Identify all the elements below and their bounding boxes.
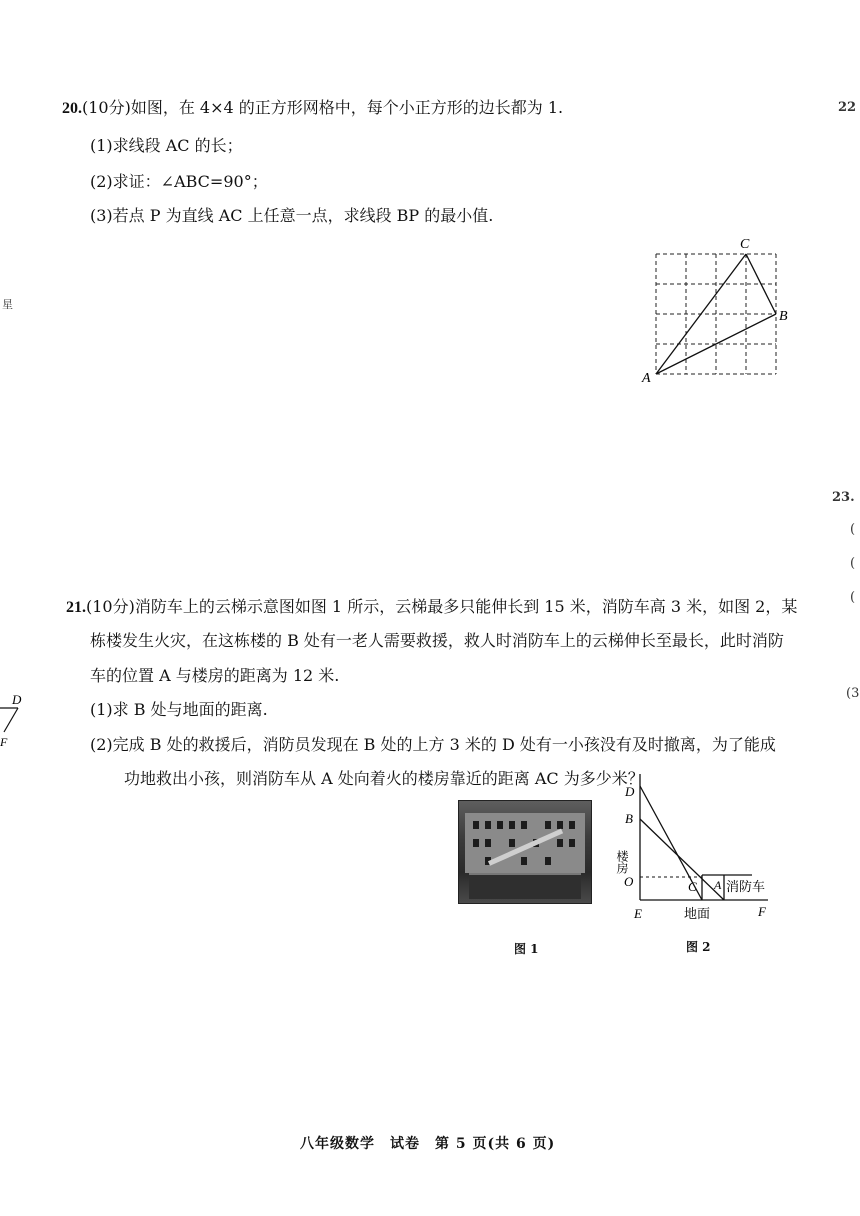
edge-top-right-number: 22 (838, 100, 857, 115)
ground-label: 地面 (684, 907, 711, 922)
q21-part1: (1)求 B 处与地面的距离. (90, 700, 268, 719)
q21-stem-line1 (66, 597, 797, 618)
edge-left-f-label: F (0, 735, 8, 749)
q21-fig2-diagram (615, 770, 780, 930)
point-d-label: D (625, 784, 635, 799)
point-a-label: A (714, 878, 722, 892)
fig2-caption: 图 2 (686, 940, 711, 954)
q21-stem-line2: 栋楼发生火灾，在这栋楼的 B 处有一老人需要救援，救人时消防车上的云梯伸长至最长，此时消防 (90, 631, 784, 650)
point-b-label: B (625, 811, 633, 826)
fig1-caption: 图 1 (514, 942, 539, 956)
edge-left-d-label: D (12, 692, 22, 707)
q21-stem-line3: 车的位置 A 与楼房的距离为 12 米. (90, 666, 340, 685)
point-o-label: O (624, 874, 634, 889)
page-footer: 八年级数学 试卷 第 5 页(共 6 页) (300, 1136, 556, 1152)
point-f-label: F (758, 904, 766, 919)
point-a-label: A (642, 371, 651, 386)
point-e-label: E (634, 906, 642, 921)
q20-number: 20. (62, 100, 82, 117)
q20-grid-figure (636, 232, 796, 392)
edge-right-mark-4: (3 (846, 686, 860, 701)
ladder-position-1 (640, 819, 724, 900)
truck-label: 消防车 (726, 880, 766, 895)
q20-stem (62, 98, 563, 119)
point-c-label: C (740, 237, 750, 252)
edge-right-mark-2: ( (850, 556, 856, 571)
building-label: 楼房 (615, 850, 629, 874)
q21-part2-line2: 功地救出小孩，则消防车从 A 处向着火的楼房靠近的距离 AC 为多少米？ (124, 769, 644, 788)
point-c-label: C (688, 879, 697, 894)
q21-number: 21. (66, 599, 86, 616)
q20-stem-text: (10分)如图，在 4×4 的正方形网格中，每个小正方形的边长都为 1. (82, 98, 564, 117)
q20-part1: (1)求线段 AC 的长； (90, 136, 243, 155)
q20-part2: (2)求证：∠ABC=90°； (90, 172, 268, 191)
q20-part3: (3)若点 P 为直线 AC 上任意一点，求线段 BP 的最小值. (90, 206, 494, 225)
edge-right-mark-1: ( (850, 522, 856, 537)
q21-stem-text1: (10分)消防车上的云梯示意图如图 1 所示，云梯最多只能伸长到 15 米，消防车高 3 米，如图 2，某 (86, 597, 798, 616)
point-b-label: B (779, 309, 788, 324)
edge-right-mark-3: ( (850, 590, 856, 605)
edge-right-question-number: 23. (832, 490, 855, 505)
q21-part2-line1: (2)完成 B 处的救援后，消防员发现在 B 处的上方 3 米的 D 处有一小孩没有及时撤离，为了能成 (90, 735, 776, 754)
edge-left-char: 星 (2, 298, 13, 311)
dashed-grid (656, 254, 776, 374)
fire-truck-photo (458, 800, 592, 904)
edge-left-figure-fragment (0, 690, 30, 750)
